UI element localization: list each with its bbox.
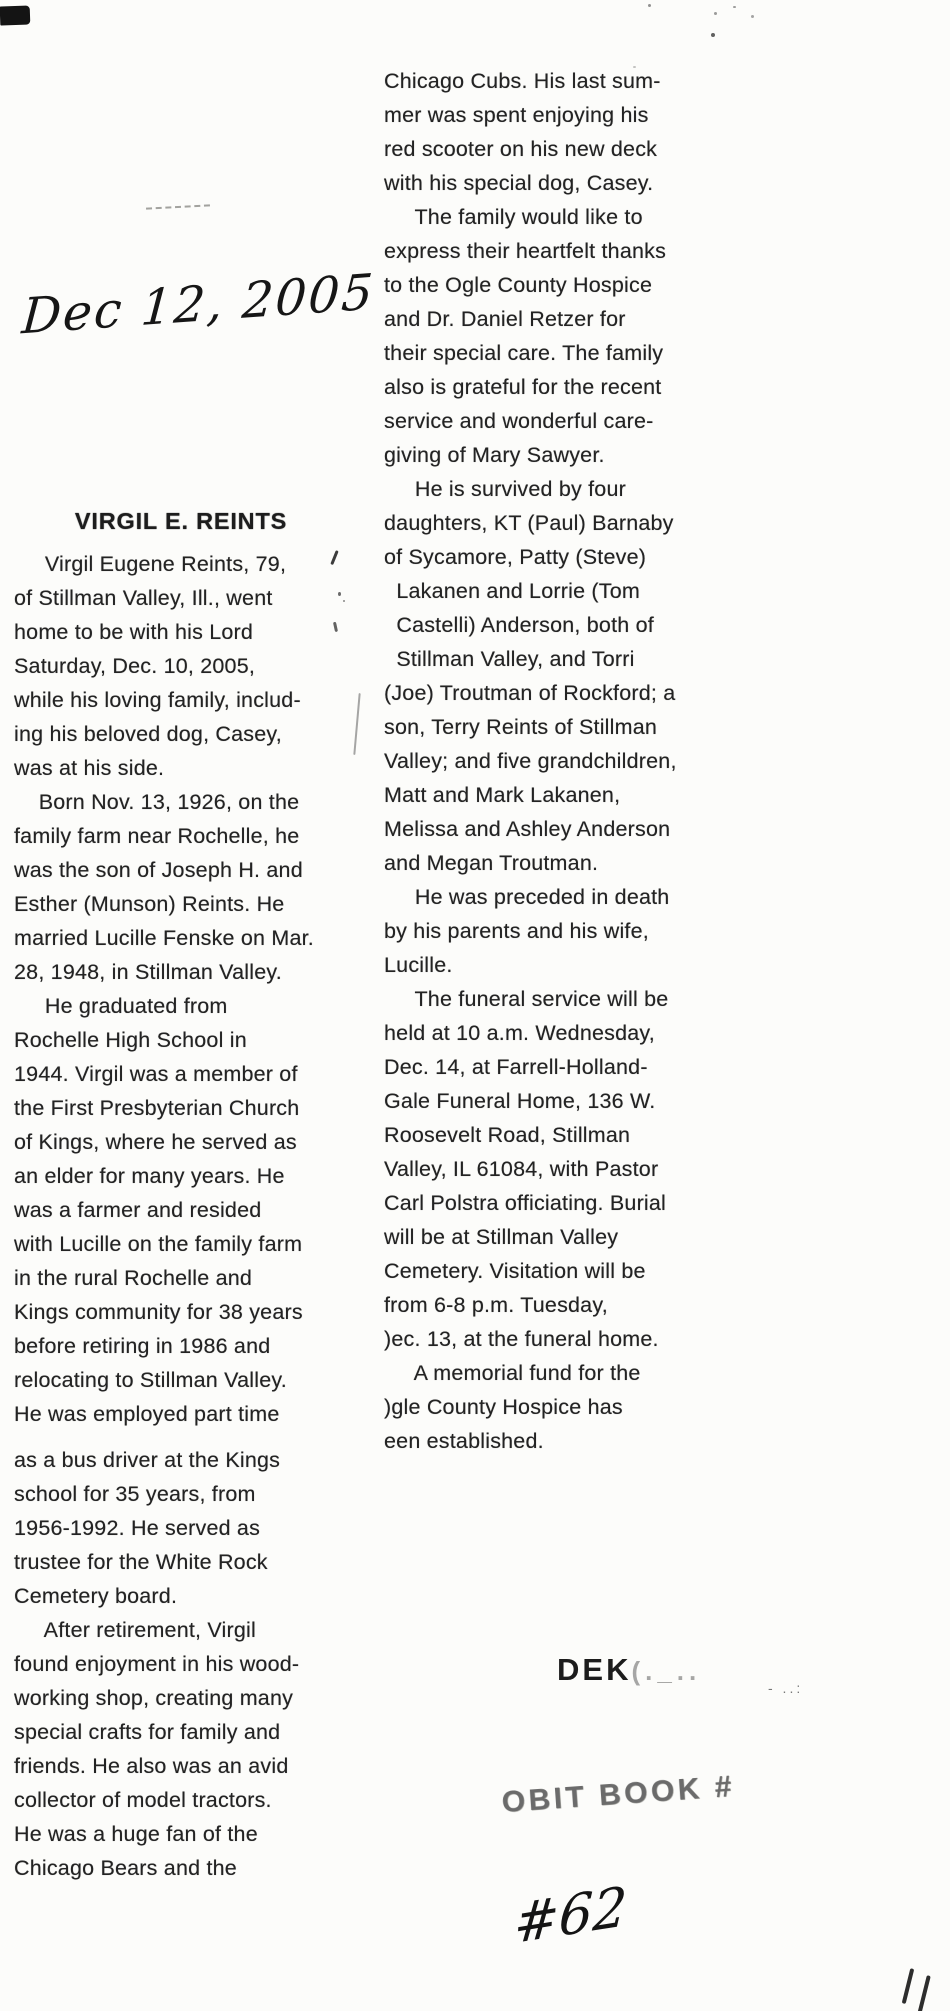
pen-stroke-mark (917, 1975, 930, 2011)
text-line: in the rural Rochelle and (14, 1266, 253, 1290)
text-line: by his parents and his wife, (384, 919, 649, 943)
text-line: )gle County Hospice has (384, 1395, 623, 1419)
text-line: of Kings, where he served as (14, 1130, 297, 1154)
text-line: )ec. 13, at the funeral home. (384, 1327, 659, 1351)
text-line: He is survived by four (384, 477, 626, 501)
text-line: before retiring in 1986 and (14, 1334, 271, 1358)
text-line: home to be with his Lord (14, 620, 254, 644)
text-line: their special care. The family (384, 341, 664, 365)
text-line: He graduated from (14, 994, 228, 1018)
text-line: will be at Stillman Valley (384, 1225, 619, 1249)
text-line: and Megan Troutman. (384, 851, 599, 875)
text-line: relocating to Stillman Valley. (14, 1368, 287, 1392)
text-line: The funeral service will be (384, 987, 669, 1011)
text-line: to the Ogle County Hospice (384, 273, 653, 297)
text-line: was a farmer and resided (14, 1198, 262, 1222)
ink-speck (733, 6, 736, 8)
ink-speck (714, 12, 717, 15)
text-line: school for 35 years, from (14, 1482, 256, 1506)
text-line: and Dr. Daniel Retzer for (384, 307, 626, 331)
text-line: He was a huge fan of the (14, 1822, 258, 1846)
text-line: Born Nov. 13, 1926, on the (14, 790, 300, 814)
text-line: Melissa and Ashley Anderson (384, 817, 671, 841)
text-line: Rochelle High School in (14, 1028, 247, 1052)
text-line: also is grateful for the recent (384, 375, 662, 399)
text-line: held at 10 a.m. Wednesday, (384, 1021, 655, 1045)
text-line: ing his beloved dog, Casey, (14, 722, 282, 746)
pencil-dash-mark (146, 204, 210, 209)
text-line: married Lucille Fenske on Mar. (14, 926, 314, 950)
text-line: the First Presbyterian Church (14, 1096, 300, 1120)
text-line: Valley, IL 61084, with Pastor (384, 1157, 659, 1181)
ink-speck (751, 15, 754, 18)
text-line: Gale Funeral Home, 136 W. (384, 1089, 656, 1113)
pen-stroke-mark (902, 1968, 914, 2004)
text-line: Saturday, Dec. 10, 2005, (14, 654, 256, 678)
text-line: with his special dog, Casey. (384, 171, 654, 195)
scan-corner-mark (0, 5, 30, 25)
text-line: found enjoyment in his wood- (14, 1652, 300, 1676)
text-line: The family would like to (384, 205, 643, 229)
left-column-text (14, 547, 348, 1885)
text-line: mer was spent enjoying his (384, 103, 649, 127)
text-line: Cemetery board. (14, 1584, 178, 1608)
text-line: friends. He also was an avid (14, 1754, 289, 1778)
text-line: trustee for the White Rock (14, 1550, 268, 1574)
stamp-visible-text: DEK (557, 1652, 632, 1687)
text-line: Roosevelt Road, Stillman (384, 1123, 631, 1147)
text-line: Lucille. (384, 953, 453, 977)
text-line: special crafts for family and (14, 1720, 281, 1744)
right-column-text (384, 64, 718, 1458)
text-line: Stillman Valley, and Torri (384, 647, 635, 671)
text-line: After retirement, Virgil (14, 1618, 256, 1642)
obituary-right-column (384, 64, 718, 1458)
text-line: Matt and Mark Lakanen, (384, 783, 621, 807)
text-line: een established. (384, 1429, 544, 1453)
ink-speck (648, 4, 651, 7)
text-line: Virgil Eugene Reints, 79, (14, 552, 287, 576)
text-line: 28, 1948, in Stillman Valley. (14, 960, 282, 984)
stamp-faded-trail: - ..: (768, 1680, 804, 1696)
text-line: family farm near Rochelle, he (14, 824, 300, 848)
dekalb-processing-stamp (557, 1652, 701, 1688)
text-line: Dec. 14, at Farrell-Holland- (384, 1055, 648, 1079)
obituary-title: VIRGIL E. REINTS (74, 508, 288, 534)
text-line: 1944. Virgil was a member of (14, 1062, 298, 1086)
ink-mark (353, 693, 360, 755)
text-line: daughters, KT (Paul) Barnaby (384, 511, 674, 535)
text-line: of Sycamore, Patty (Steve) (384, 545, 647, 569)
text-line: Carl Polstra officiating. Burial (384, 1191, 667, 1215)
text-line: collector of model tractors. (14, 1788, 272, 1812)
ink-speck (711, 33, 715, 37)
text-line: He was employed part time (14, 1402, 280, 1426)
text-line: an elder for many years. He (14, 1164, 285, 1188)
text-line: as a bus driver at the Kings (14, 1448, 281, 1472)
obituary-left-column (14, 508, 348, 1885)
text-line: of Stillman Valley, Ill., went (14, 586, 273, 610)
text-line: working shop, creating many (14, 1686, 294, 1710)
text-line: He was preceded in death (384, 885, 670, 909)
text-line: Kings community for 38 years (14, 1300, 303, 1324)
text-line: 1956-1992. He served as (14, 1516, 261, 1540)
text-line: Valley; and five grandchildren, (384, 749, 677, 773)
text-line: with Lucille on the family farm (14, 1232, 303, 1256)
handwritten-obit-number: #62 (512, 1874, 629, 1957)
text-line: Chicago Bears and the (14, 1856, 237, 1880)
obit-book-stamp: OBIT BOOK # (500, 1769, 736, 1820)
text-line: Esther (Munson) Reints. He (14, 892, 285, 916)
text-line: A memorial fund for the (384, 1361, 641, 1385)
text-line: red scooter on his new deck (384, 137, 658, 161)
handwritten-date: Dec 12, 2005 (19, 263, 377, 346)
text-line: son, Terry Reints of Stillman (384, 715, 658, 739)
text-line: Cemetery. Visitation will be (384, 1259, 646, 1283)
text-line: Lakanen and Lorrie (Tom (384, 579, 640, 603)
text-line: while his loving family, includ- (14, 688, 301, 712)
text-line: Castelli) Anderson, both of (384, 613, 654, 637)
text-line: (Joe) Troutman of Rockford; a (384, 681, 676, 705)
text-line: from 6-8 p.m. Tuesday, (384, 1293, 608, 1317)
text-line: service and wonderful care- (384, 409, 654, 433)
text-line: express their heartfelt thanks (384, 239, 667, 263)
stamp-faded-text: (._.. (631, 1656, 702, 1686)
text-line: Chicago Cubs. His last sum- (384, 69, 661, 93)
text-line: was at his side. (14, 756, 165, 780)
text-line: was the son of Joseph H. and (14, 858, 303, 882)
text-line: giving of Mary Sawyer. (384, 443, 605, 467)
text-line (14, 1431, 348, 1443)
